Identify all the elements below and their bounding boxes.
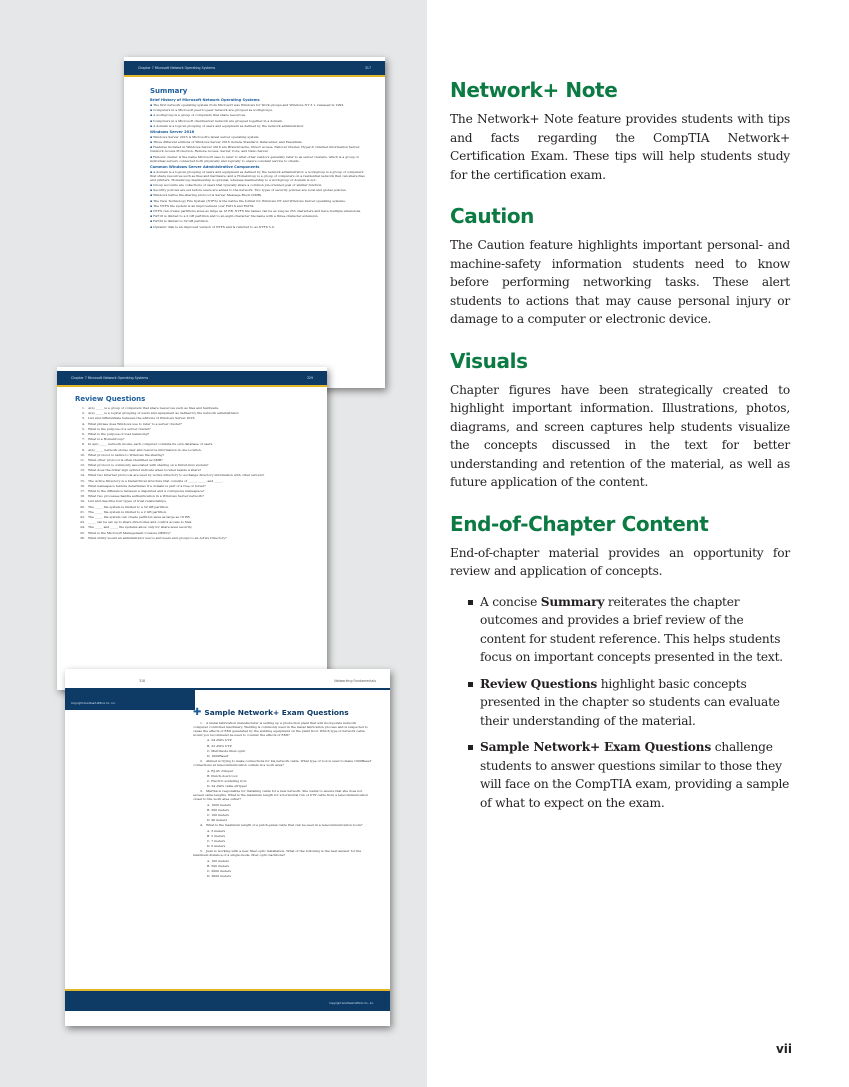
thumb-header-band [124, 61, 385, 75]
question-text: What two processes handle authentication in a Windows Server network? [88, 494, 204, 499]
question-number: 23. [80, 520, 85, 525]
question-text: A(n) _____ is a group of computers that share resources such as files and hardware. [88, 406, 220, 410]
section-paragraph: The Network+ Note feature provides students with tips and facts regarding the CompTIA Network+ Certification Exam. These tips will help students study for the certification exam. [450, 112, 790, 182]
question-number: 2. [82, 411, 85, 416]
review-question [75, 484, 309, 488]
bullet-bold-term: Sample Network+ Exam Questions [480, 740, 712, 754]
question-text: What is the difference between a disjointed and a contiguous namespace? [88, 489, 205, 493]
question-text: What two Internet protocols are used by Active Directory to exchange directory information with other servers? [88, 473, 265, 478]
review-questions-thumbnail [57, 367, 327, 690]
question-number: 13. [80, 468, 85, 473]
question-number: 3. [200, 789, 203, 794]
summary-bullet-list [150, 135, 365, 163]
summary-page-thumbnail [124, 57, 385, 388]
bullet-body-text: highlight basic concepts presented in the chapter so students can evaluate their understanding of the material. [480, 676, 780, 728]
question-number: 9. [82, 447, 85, 452]
summary-bullet: ▪ Dynamic disk is an improved version of NTFS and is referred to as NTFS 5.0. [150, 225, 365, 229]
answer-option: D. 90 meters [207, 818, 228, 823]
answer-option: B. 5 meters [207, 833, 226, 838]
question-number: 19. [80, 499, 85, 504]
thumb-body [150, 87, 365, 230]
question-number: 1. [82, 406, 85, 410]
answer-option: B. 22 AWG UTP [207, 743, 232, 748]
review-question [75, 520, 309, 524]
answer-option: B. Punch-down tool [207, 773, 238, 778]
answer-option: A. 24 AWG UTP [207, 738, 232, 743]
summary-subheading: Brief History of Microsoft Network Operating Systems [150, 98, 260, 102]
answer-option: C. 100 meters [207, 813, 230, 817]
answer-option: B. 500 meters [207, 863, 230, 868]
bullet-body-text: reiterates the chapter outcomes and provides a brief review of the content for student reference. This helps students focus on important concepts presented in the text. [480, 594, 783, 664]
question-text: In a(n) _____ network model, each computer contains its own database of users. [88, 442, 214, 447]
answer-option: A. RJ-45 crimper [207, 768, 234, 773]
question-number: 6. [82, 431, 85, 436]
exam-question [193, 789, 372, 801]
summary-bullet: ▪ Windows Server 2016 is Microsoft's latest server operating system. [150, 135, 365, 139]
exam-questions-thumbnail [65, 669, 390, 1026]
question-text: What is the purpose of load balancing? [88, 431, 150, 436]
review-question [75, 432, 309, 436]
question-text: Martha is responsible for installing cable for a new network. She wants to ensure that she does not exceed cable lengths. What is the maximum length for a horizontal run of UTP cable from a telecommunication closet to the work area outlet? [193, 789, 369, 802]
thumb-heading-text: Sample Network+ Exam Questions [204, 708, 349, 717]
question-text: What is a HomeGroup? [88, 437, 125, 442]
feature-sections [450, 78, 790, 581]
thumb-gold-rule [124, 75, 385, 77]
summary-subheading: Common Windows Server Administrative Components [150, 164, 260, 169]
summary-bullet: ▪ A domain is a logical grouping of users and equipment as defined by the network administrator; a workgroup is a group of computers that share resources such as files and hardware; and a HomeGroup is a group of computers on a residential network that can share files and printers. HomeGroup membership is optional, whereas membership to a workgroup or domain is not. [150, 170, 365, 182]
question-text: What phrase does Windows use to refer to a server cluster? [88, 421, 182, 426]
review-question [75, 458, 309, 462]
answer-option: D. 3000 meters [207, 874, 232, 879]
thumb-heading [193, 707, 372, 718]
review-question [75, 531, 309, 535]
bullet-body-text: challenge students to answer questions similar to those they will face on the CompTIA exam, providing a sample of what to expect on the exam. [480, 740, 790, 810]
question-text: What does the dollar sign symbol indicate when located beside a share? [88, 468, 202, 473]
thumb-gold-rule [57, 385, 327, 387]
question-number: 8. [82, 442, 85, 447]
thumb-footer-right: Copyright Goodheart-Willcox Co., Inc. [329, 1002, 374, 1005]
summary-bullet: ▪ Failover cluster is the name Microsoft uses to refer to what other vendors generally refer to as server clusters, which is a group of individual servers connected both physically and logically to ensure constant service to clients. [150, 155, 365, 163]
summary-bullet-list [150, 170, 365, 229]
summary-sections [150, 98, 365, 229]
review-question [75, 422, 309, 426]
exam-question [193, 721, 372, 737]
exam-question [193, 849, 372, 857]
answer-option: A. 3 meters [207, 828, 226, 833]
question-number: 7. [82, 437, 85, 442]
review-question [75, 463, 309, 467]
review-question [75, 416, 309, 420]
review-question [75, 489, 309, 493]
review-question-list [75, 406, 309, 540]
question-text: A(n) _____ network stores user and resource information in one location. [88, 447, 202, 452]
summary-bullet: ▪ A domain is a logical grouping of users and equipment as defined by the network administrator. [150, 124, 365, 128]
summary-bullet: ▪ Computers in a Microsoft peer-to-peer network are grouped as workgroups. [150, 108, 365, 112]
review-question [75, 494, 309, 498]
summary-bullet: ▪ FAT16 is limited to a 2 GB partition and to an eight-character file name with a three-character extension. [150, 214, 365, 218]
summary-bullet: ▪ A workgroup is a group of computers that share resources. [150, 113, 365, 117]
thumb-heading: Review Questions [75, 395, 146, 403]
exam-question-list [193, 721, 372, 878]
thumb-body [75, 395, 309, 541]
question-number: 4. [200, 823, 203, 828]
summary-bullet: ▪ Computers in a Microsoft client/server network are grouped together in a domain. [150, 119, 365, 123]
question-number: 16. [80, 483, 85, 488]
answer-option: C. 7 meters [207, 838, 226, 843]
question-number: 22. [80, 514, 85, 519]
question-text: List and differentiate between the editions of Windows Server 2016. [88, 416, 196, 421]
answer-option: A. 1000 meters [207, 802, 231, 807]
question-text: What protocol is native to Windows file sharing? [88, 452, 165, 457]
section-heading: Network+ Note [450, 78, 618, 102]
question-number: 21. [80, 509, 85, 514]
plus-icon: ✚ [193, 707, 202, 718]
review-question [75, 437, 309, 441]
thumb-body [193, 707, 372, 879]
question-number: 25. [80, 530, 85, 535]
thumb-header-text: Chapter 7 Microsoft Network Operating Systems [71, 376, 149, 380]
summary-bullet: ▪ Security policies are set before users are added to the network. Two types of security policies are local and global policies. [150, 188, 365, 192]
thumb-header-text: Networking Fundamentals [334, 679, 376, 683]
question-text: What namespace feature determines if a domain is part of a tree or forest? [88, 483, 206, 488]
section-paragraph: The Caution feature highlights important personal- and machine-safety information students need to know before performing networking tasks. These alert students to actions that may cause personal injury or damage to a computer or electronic device. [450, 238, 790, 326]
end-of-chapter-bullet [468, 675, 790, 731]
review-question [75, 442, 309, 446]
review-question [75, 448, 309, 452]
section-paragraph: End-of-chapter material provides an opportunity for review and application of concepts. [450, 545, 790, 578]
question-text: The Active Directory is a hierarchical structure that consists of _____, _____, and _____. [88, 478, 224, 483]
thumb-footer-left: Copyright Goodheart-Willcox Co., Inc. [71, 702, 116, 705]
thumb-header-band [57, 371, 327, 385]
summary-bullet: ▪ Features included in Windows Server 2016 are BranchCache, Direct Access, Failover Cluster, Hyper-V, Internet Information Server, Network Access Protection, Remote Access, Server Core, and Nano Server. [150, 145, 365, 153]
question-number: 18. [80, 494, 85, 499]
question-text: The _____ file system can create partition sizes as large as 16 EB. [88, 514, 191, 519]
summary-bullet: ▪ NTFS can create partitions sizes as large as 16 EB. NTFS file names can be as long as 255 characters and have multiple extensions. [150, 209, 365, 213]
question-number: 20. [80, 504, 85, 509]
review-question [75, 499, 309, 503]
review-question [75, 536, 309, 540]
question-number: 11. [80, 457, 85, 462]
question-number: 5. [82, 426, 85, 431]
question-text: What other protocol is often identified as SMB? [88, 457, 163, 462]
answer-option: B. 200 meters [207, 807, 230, 812]
question-number: 14. [80, 473, 85, 478]
exam-question [193, 759, 372, 767]
summary-bullet: ▪ The first network operating system from Microsoft was Windows for Work-groups and Windows NT 3.1, released in 1993. [150, 103, 365, 107]
bullet-lead-text: A concise [480, 594, 541, 609]
answer-option: C. Multimode fiber-optic [207, 748, 246, 753]
question-number: 15. [80, 478, 85, 483]
thumb-header-text: Chapter 7 Microsoft Network Operating Systems [138, 66, 216, 70]
review-question [75, 468, 309, 472]
question-text: Ahmed is trying to make connections for his network cable. What type of tool is used to make 1000BaseT connections at telecommunication outlets in a work area? [193, 759, 372, 768]
summary-bullet: ▪ Group accounts are collections of users that typically share a common job-oriented goal or similar function. [150, 183, 365, 187]
answer-option: C. Electric soldering iron [207, 778, 247, 783]
summary-subheading: Windows Server 2016 [150, 129, 195, 134]
question-number: 2. [200, 759, 203, 764]
section-heading: End-of-Chapter Content [450, 511, 709, 536]
question-text: What is the purpose of a server cluster? [88, 426, 151, 431]
review-question [75, 406, 309, 410]
question-text: What utility would an administrator use to add users and groups to an Active Directory? [88, 535, 227, 540]
answer-option: C. 2000 meters [207, 868, 231, 873]
section-heading: Caution [450, 204, 535, 228]
question-number: 17. [80, 489, 85, 493]
thumb-header-band [65, 674, 390, 688]
question-number: 5. [200, 849, 203, 854]
review-question [75, 479, 309, 483]
question-text: A metal fabrication manufacturer is setting up a production plant that will incorporate network computer controlled machinery. Welding is commonly used in the metal fabrication process and is suspected to cause the effects of EMI generated by the welding equipment on the plant floor. Which type of network cable would you recommend be used to counter the effects of EMI? [193, 721, 368, 738]
section-heading: Visuals [450, 348, 528, 373]
review-question [75, 525, 309, 529]
question-text: What is the Microsoft Management Console (MMC)? [88, 530, 171, 535]
question-text: The _____ file system is limited to a 32 GB partition. [88, 504, 170, 509]
question-text: What is the maximum length of a patch-panel cable that can be used in a telecommunication room? [206, 823, 363, 828]
review-question [75, 411, 309, 415]
question-text: A(n) _____ is a logical grouping of users and equipment as defined by the network administrator. [88, 411, 240, 416]
question-number: 24. [80, 525, 85, 530]
question-number: 3. [82, 416, 85, 421]
question-number: 12. [80, 463, 85, 468]
thumb-page-number: 317 [364, 66, 371, 70]
question-text: The _____ and _____ file systems allow only for share-level security. [88, 525, 193, 530]
review-question [75, 473, 309, 477]
question-text: _____ can be set up to share directories and control access to files. [88, 520, 193, 525]
page-number: vii [775, 1042, 792, 1056]
question-text: The _____ file system is limited to a 2 GB partition. [88, 509, 168, 514]
question-number: 26. [80, 535, 85, 540]
end-of-chapter-bullet [468, 738, 790, 812]
thumb-page-number: 318 [139, 679, 146, 683]
question-text: Juan is working with a new fiber-optic installation. What of the following is the best answer for the maximum distance of a single-mode, fiber-optic backbone? [193, 849, 362, 858]
review-question [75, 427, 309, 431]
exam-question [193, 823, 372, 827]
thumb-heading: Summary [150, 87, 188, 95]
review-question [75, 515, 309, 519]
summary-bullet: ▪ Three different editions of Windows Server 2016 include Standard, Datacenter, and Essentials. [150, 140, 365, 144]
answer-option: D. 24 AWG cable stripper [207, 784, 247, 789]
question-number: 10. [80, 452, 85, 457]
question-text: What protocol is commonly associated with sharing on a Unix/Linux system? [88, 463, 209, 468]
question-text: List and describe four types of trust relationships. [88, 499, 167, 504]
end-of-chapter-bullet [468, 593, 790, 667]
review-question [75, 510, 309, 514]
summary-bullet: ▪ Windows native file-sharing protocol is Server Message Block (SMB). [150, 193, 365, 197]
answer-option: A. 100 meters [207, 858, 229, 863]
answer-option: D. 1000BaseT [207, 754, 229, 759]
answer-option: D. 6 meters [207, 844, 226, 849]
summary-bullet-list [150, 103, 365, 128]
bullet-bold-term: Review Questions [480, 676, 598, 691]
section-paragraph: Chapter figures have been strategically created to highlight important information. Illustrations, photos, diagrams, and screen captures help students visualize the concepts discussed in the text for better understanding and retention of the material, as well as future application of the content. [450, 382, 790, 489]
summary-bullet: ▪ The New Technology File System (NTFS) is the native file format for Windows NT and Windows Server operating systems. [150, 199, 365, 203]
question-number: 1. [200, 721, 203, 725]
review-question [75, 453, 309, 457]
bullet-bold-term: Summary [540, 594, 605, 609]
end-of-chapter-bullet-list [468, 593, 790, 813]
review-question [75, 505, 309, 509]
question-number: 4. [82, 421, 85, 426]
thumb-footer-band [65, 991, 390, 1011]
feature-description-column [450, 78, 790, 820]
thumb-page-number: 329 [306, 376, 313, 380]
summary-bullet: ▪ FAT32 is limited to 32 GB partition. [150, 219, 365, 223]
summary-bullet: ▪ The NTFS file system is an improvement over FAT16 and FAT32. [150, 204, 365, 208]
